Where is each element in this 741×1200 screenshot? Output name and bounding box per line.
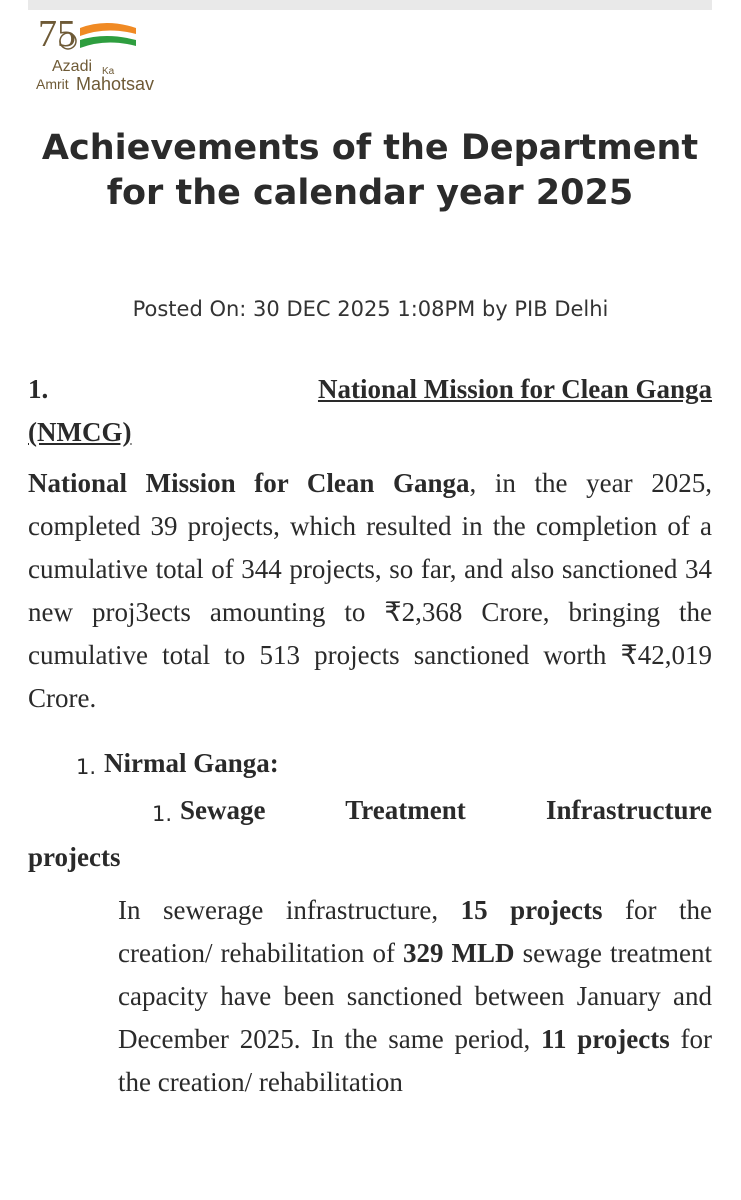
article-body [28, 368, 712, 1104]
section-heading [28, 368, 712, 411]
logo-amrit-text: Amrit [36, 76, 69, 92]
logo-mahotsav-text: Mahotsav [76, 74, 155, 94]
logo-emblem-icon [36, 14, 166, 60]
list-label: Nirmal Ganga: [104, 748, 279, 778]
para2-bold-2: 329 MLD [403, 938, 515, 968]
para2-text-3: sewage treatment capacity have been sanctioned between January and December 2025. In the same period, [118, 938, 713, 1054]
sewerage-paragraph [118, 889, 712, 1104]
para2-text-2: for the creation/ rehabilitation of [118, 895, 712, 968]
section-number: 1. [28, 374, 49, 404]
logo-numeral: 75 [38, 14, 76, 55]
para2-text-4: for the creation/ rehabilitation [118, 1024, 713, 1097]
list-item-sewage [28, 789, 712, 836]
para2-text-1: In sewerage infrastructure, [118, 895, 461, 925]
posted-date: Posted On: 30 DEC 2025 1:08PM by PIB Delhi [132, 297, 609, 321]
list-number: 1. [76, 755, 97, 779]
section-heading-title: National Mission for Clean Ganga [317, 374, 712, 404]
logo-ka-text: Ka [102, 66, 115, 77]
section-paragraph [28, 462, 712, 720]
top-divider [28, 0, 712, 10]
azadi-ka-amrit-mahotsav-logo [36, 14, 166, 94]
list-number: 1. [152, 802, 173, 826]
para-bold-lead: National Mission for Clean Ganga [28, 468, 470, 498]
para-text: , in the year 2025, completed 39 projects, which resulted in the completion of a cumulative total of 344 projects, so far, and also sanctioned 34 new proj3ects amounting to ₹2,368 Crore, bringing the cumulative total to 513 projects sanctioned worth ₹42,019 Crore. [28, 468, 713, 713]
list-label-line1: Sewage Treatment Infrastructure [180, 795, 712, 825]
list-label-line2: projects [28, 842, 121, 872]
para2-bold-1: 15 projects [460, 895, 603, 925]
page-title: Achievements of the Department for the calendar year 2025 [41, 128, 699, 213]
list-item-nirmal-ganga [28, 742, 712, 789]
para2-bold-3: 11 projects [541, 1024, 670, 1054]
logo-azadi-text: Azadi [52, 58, 93, 75]
section-heading-abbr: (NMCG) [28, 417, 132, 447]
